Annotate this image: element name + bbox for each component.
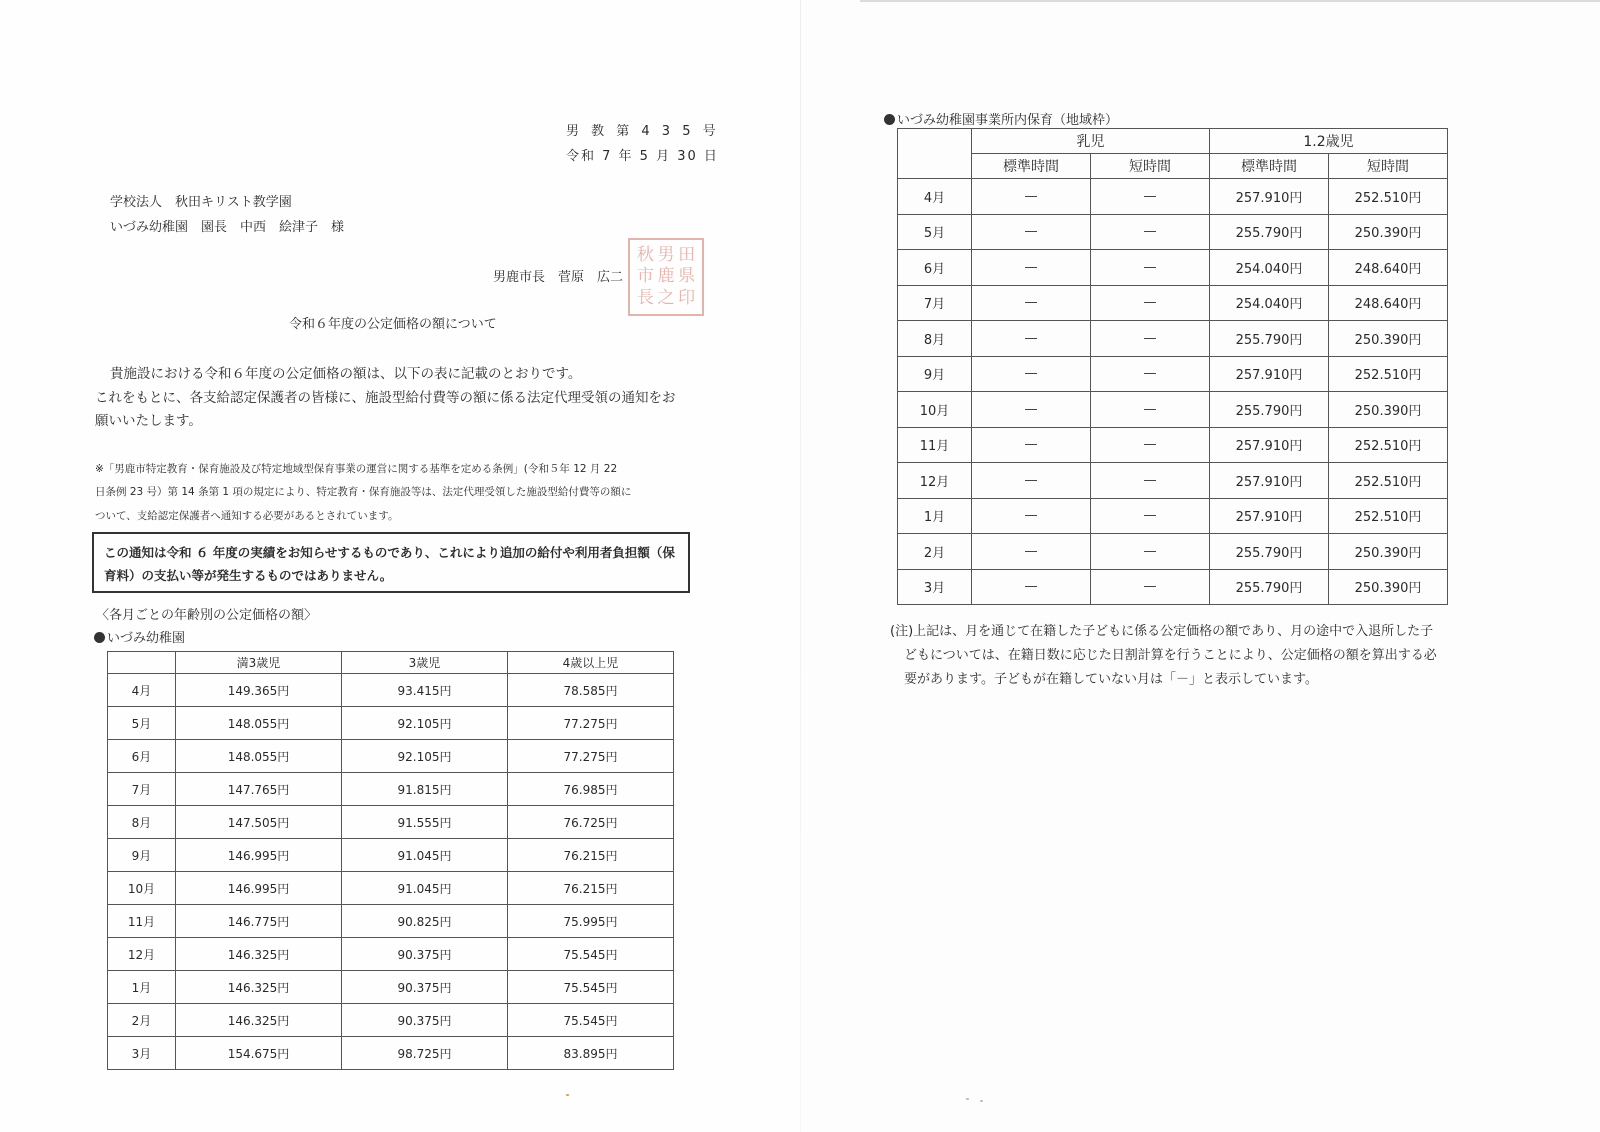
- seal-char: 市: [636, 266, 654, 287]
- price-cell: 90.375円: [342, 938, 508, 971]
- dash-mark: [1144, 586, 1156, 587]
- month-cell: 10月: [898, 392, 972, 428]
- dash-mark: [1025, 409, 1037, 410]
- month-cell: 12月: [108, 938, 176, 971]
- dash-mark: [1025, 480, 1037, 481]
- month-cell: 1月: [108, 971, 176, 1004]
- month-cell: 6月: [108, 740, 176, 773]
- nursery-table-title: [884, 109, 1118, 128]
- seal-char: 印: [678, 287, 696, 308]
- price-cell: 76.215円: [508, 839, 674, 872]
- price-cell: 76.215円: [508, 872, 674, 905]
- table-row: [108, 839, 674, 872]
- table-row: [898, 321, 1448, 357]
- month-cell: 9月: [108, 839, 176, 872]
- dash-mark: [1025, 515, 1037, 516]
- document-number: 男 教 第 4 3 5 号: [566, 124, 720, 139]
- dash-mark: [1025, 586, 1037, 587]
- kindergarten-title-text: いづみ幼稚園: [107, 631, 186, 646]
- price-cell: 75.995円: [508, 905, 674, 938]
- seal-characters: [635, 245, 697, 309]
- empty-dash-cell: [972, 534, 1091, 570]
- document-date: 令和 7 年 5 月 30 日: [566, 149, 719, 164]
- sub-header-cell: 短時間: [1091, 154, 1210, 179]
- nursery-price-table: [897, 128, 1448, 605]
- month-cell: 12月: [898, 463, 972, 499]
- table-row: [898, 356, 1448, 392]
- body-line: 貴施設における令和６年度の公定価格の額は、以下の表に記載のとおりです。: [110, 366, 582, 382]
- table-row: [898, 179, 1448, 215]
- notice-box: この通知は令和 ６ 年度の実績をお知らせするものであり、これにより追加の給付や利用者負担額（保育料）の支払い等が発生するものではありません。: [92, 532, 690, 593]
- month-cell: 9月: [898, 356, 972, 392]
- kindergarten-price-table: [107, 651, 674, 1070]
- month-cell: 8月: [108, 806, 176, 839]
- month-cell: 2月: [108, 1004, 176, 1037]
- dash-mark: [1025, 444, 1037, 445]
- dash-mark: [1025, 302, 1037, 303]
- empty-dash-cell: [972, 463, 1091, 499]
- table-row: [898, 534, 1448, 570]
- dash-mark: [1025, 231, 1037, 232]
- price-cell: 91.045円: [342, 839, 508, 872]
- empty-dash-cell: [972, 179, 1091, 215]
- month-cell: 5月: [108, 707, 176, 740]
- dash-mark: [1144, 409, 1156, 410]
- price-cell: 255.790円: [1210, 321, 1329, 357]
- price-cell: 248.640円: [1329, 250, 1448, 286]
- price-cell: 254.040円: [1210, 285, 1329, 321]
- price-cell: 257.910円: [1210, 356, 1329, 392]
- table-row: [108, 740, 674, 773]
- price-cell: 75.545円: [508, 971, 674, 1004]
- seal-char: 男: [657, 245, 675, 266]
- dash-mark: [1025, 373, 1037, 374]
- month-cell: 8月: [898, 321, 972, 357]
- empty-dash-cell: [1091, 534, 1210, 570]
- table-row: [108, 938, 674, 971]
- price-cell: 90.375円: [342, 971, 508, 1004]
- price-cell: 257.910円: [1210, 427, 1329, 463]
- price-cell: 92.105円: [342, 740, 508, 773]
- price-cell: 83.895円: [508, 1037, 674, 1070]
- body-line: これをもとに、各支給認定保護者の皆様に、施設型給付費等の額に係る法定代理受領の通知をお: [95, 390, 676, 406]
- header-cell: 満3歳児: [176, 652, 342, 674]
- table-row: [898, 569, 1448, 605]
- dash-mark: [1144, 338, 1156, 339]
- empty-dash-cell: [1091, 214, 1210, 250]
- price-cell: 93.415円: [342, 674, 508, 707]
- month-cell: 6月: [898, 250, 972, 286]
- empty-dash-cell: [972, 427, 1091, 463]
- table-row: [108, 872, 674, 905]
- legal-note-line: ※「男鹿市特定教育・保育施設及び特定地域型保育事業の運営に関する基準を定める条例」(令和５年 12 月 22: [95, 463, 618, 475]
- empty-dash-cell: [972, 498, 1091, 534]
- header-cell: 3歳児: [342, 652, 508, 674]
- month-cell: 11月: [108, 905, 176, 938]
- empty-dash-cell: [1091, 285, 1210, 321]
- nursery-title-text: いづみ幼稚園事業所内保育（地域枠）: [897, 113, 1119, 128]
- month-cell: 4月: [108, 674, 176, 707]
- table-row: [108, 1004, 674, 1037]
- table-row: [898, 463, 1448, 499]
- dash-mark: [1144, 551, 1156, 552]
- table-row: [898, 427, 1448, 463]
- dash-mark: [1144, 231, 1156, 232]
- price-cell: 75.545円: [508, 938, 674, 971]
- month-cell: 5月: [898, 214, 972, 250]
- dash-mark: [1144, 515, 1156, 516]
- price-cell: 146.995円: [176, 872, 342, 905]
- recipient-organization: 学校法人 秋田キリスト教学園: [110, 195, 292, 210]
- body-line: 願いいたします。: [95, 413, 202, 429]
- scan-speck: [980, 1100, 983, 1102]
- month-cell: 2月: [898, 534, 972, 570]
- month-cell: 7月: [108, 773, 176, 806]
- empty-dash-cell: [1091, 569, 1210, 605]
- header-cell: 4歳以上児: [508, 652, 674, 674]
- month-cell: 4月: [898, 179, 972, 215]
- month-cell: 3月: [108, 1037, 176, 1070]
- seal-char: 秋: [636, 245, 654, 266]
- empty-dash-cell: [1091, 392, 1210, 428]
- bullet-icon: [94, 632, 105, 643]
- table-group-header-row: [898, 129, 1448, 154]
- header-cell: [108, 652, 176, 674]
- seal-char: 県: [678, 266, 696, 287]
- table-row: [898, 214, 1448, 250]
- table-row: [108, 674, 674, 707]
- empty-dash-cell: [972, 321, 1091, 357]
- price-cell: 255.790円: [1210, 214, 1329, 250]
- price-cell: 91.555円: [342, 806, 508, 839]
- legal-note-line: 日条例 23 号）第 14 条第 1 項の規定により、特定教育・保育施設等は、法定代理受領した施設型給付費等の額に: [95, 486, 632, 498]
- price-cell: 91.045円: [342, 872, 508, 905]
- seal-char: 鹿: [657, 266, 675, 287]
- dash-mark: [1144, 302, 1156, 303]
- price-cell: 250.390円: [1329, 214, 1448, 250]
- sub-header-cell: 標準時間: [972, 154, 1091, 179]
- price-cell: 248.640円: [1329, 285, 1448, 321]
- empty-dash-cell: [1091, 321, 1210, 357]
- recipient-name: いづみ幼稚園 園長 中西 絵津子 様: [110, 220, 345, 235]
- table-row: [108, 1037, 674, 1070]
- table-row: [898, 392, 1448, 428]
- price-cell: 76.985円: [508, 773, 674, 806]
- seal-char: 長: [636, 287, 654, 308]
- empty-dash-cell: [1091, 498, 1210, 534]
- nursery-table-body: [898, 179, 1448, 605]
- price-cell: 257.910円: [1210, 463, 1329, 499]
- price-cell: 76.725円: [508, 806, 674, 839]
- month-cell: 1月: [898, 498, 972, 534]
- group-header-toddler: 1.2歳児: [1210, 129, 1448, 154]
- table-header-row: [108, 652, 674, 674]
- dash-mark: [1144, 267, 1156, 268]
- month-cell: 10月: [108, 872, 176, 905]
- price-cell: 250.390円: [1329, 534, 1448, 570]
- footnote-line: どもについては、在籍日数に応じた日割計算を行うことにより、公定価格の額を算出する必: [904, 648, 1437, 663]
- table-row: [108, 905, 674, 938]
- price-cell: 90.825円: [342, 905, 508, 938]
- price-cell: 146.775円: [176, 905, 342, 938]
- price-cell: 77.275円: [508, 740, 674, 773]
- price-cell: 148.055円: [176, 740, 342, 773]
- empty-dash-cell: [1091, 356, 1210, 392]
- price-cell: 254.040円: [1210, 250, 1329, 286]
- price-cell: 146.325円: [176, 938, 342, 971]
- month-cell: 7月: [898, 285, 972, 321]
- price-cell: 255.790円: [1210, 569, 1329, 605]
- price-cell: 91.815円: [342, 773, 508, 806]
- empty-dash-cell: [972, 250, 1091, 286]
- dash-mark: [1144, 444, 1156, 445]
- price-cell: 147.505円: [176, 806, 342, 839]
- dash-mark: [1025, 551, 1037, 552]
- table-sub-header-row: [898, 154, 1448, 179]
- empty-dash-cell: [1091, 463, 1210, 499]
- header-cell-blank: [898, 129, 972, 179]
- price-cell: 77.275円: [508, 707, 674, 740]
- price-cell: 98.725円: [342, 1037, 508, 1070]
- sender-name: 男鹿市長 菅原 広二: [493, 270, 624, 285]
- dash-mark: [1144, 373, 1156, 374]
- scan-speck: [966, 1098, 969, 1100]
- kindergarten-table-title: [94, 627, 185, 646]
- section-title: 〈各月ごとの年齢別の公定価格の額〉: [96, 608, 318, 623]
- price-cell: 252.510円: [1329, 498, 1448, 534]
- empty-dash-cell: [972, 356, 1091, 392]
- scan-edge: [860, 0, 1600, 2]
- sub-header-cell: 短時間: [1329, 154, 1448, 179]
- table-row: [898, 250, 1448, 286]
- table-row: [108, 773, 674, 806]
- price-cell: 146.325円: [176, 1004, 342, 1037]
- seal-char: 田: [678, 245, 696, 266]
- kindergarten-table-body: [108, 674, 674, 1070]
- price-cell: 252.510円: [1329, 427, 1448, 463]
- seal-char: 之: [657, 287, 675, 308]
- empty-dash-cell: [1091, 179, 1210, 215]
- footnote-line: (注)上記は、月を通じて在籍した子どもに係る公定価格の額であり、月の途中で入退所した子: [890, 624, 1434, 639]
- price-cell: 255.790円: [1210, 392, 1329, 428]
- empty-dash-cell: [972, 392, 1091, 428]
- month-cell: 11月: [898, 427, 972, 463]
- month-cell: 3月: [898, 569, 972, 605]
- official-seal-stamp: [628, 238, 704, 316]
- dash-mark: [1144, 480, 1156, 481]
- dash-mark: [1025, 338, 1037, 339]
- price-cell: 252.510円: [1329, 463, 1448, 499]
- price-cell: 146.995円: [176, 839, 342, 872]
- empty-dash-cell: [1091, 250, 1210, 286]
- table-row: [898, 285, 1448, 321]
- empty-dash-cell: [1091, 427, 1210, 463]
- empty-dash-cell: [972, 214, 1091, 250]
- price-cell: 75.545円: [508, 1004, 674, 1037]
- dash-mark: [1025, 196, 1037, 197]
- price-cell: 257.910円: [1210, 498, 1329, 534]
- table-row: [108, 971, 674, 1004]
- price-cell: 252.510円: [1329, 356, 1448, 392]
- group-header-infant: 乳児: [972, 129, 1210, 154]
- legal-note-line: ついて、支給認定保護者へ通知する必要があるとされています。: [95, 510, 399, 522]
- table-row: [108, 707, 674, 740]
- price-cell: 154.675円: [176, 1037, 342, 1070]
- price-cell: 250.390円: [1329, 321, 1448, 357]
- price-cell: 90.375円: [342, 1004, 508, 1037]
- price-cell: 148.055円: [176, 707, 342, 740]
- empty-dash-cell: [972, 569, 1091, 605]
- price-cell: 78.585円: [508, 674, 674, 707]
- price-cell: 147.765円: [176, 773, 342, 806]
- document-subject: 令和６年度の公定価格の額について: [289, 317, 497, 332]
- sub-header-cell: 標準時間: [1210, 154, 1329, 179]
- dash-mark: [1144, 196, 1156, 197]
- price-cell: 92.105円: [342, 707, 508, 740]
- price-cell: 255.790円: [1210, 534, 1329, 570]
- dash-mark: [1025, 267, 1037, 268]
- price-cell: 146.325円: [176, 971, 342, 1004]
- bullet-icon: [884, 114, 895, 125]
- price-cell: 257.910円: [1210, 179, 1329, 215]
- table-row: [108, 806, 674, 839]
- footnote-line: 要があります。子どもが在籍していない月は「－」と表示しています。: [904, 672, 1318, 687]
- table-row: [898, 498, 1448, 534]
- price-cell: 252.510円: [1329, 179, 1448, 215]
- empty-dash-cell: [972, 285, 1091, 321]
- price-cell: 149.365円: [176, 674, 342, 707]
- price-cell: 250.390円: [1329, 569, 1448, 605]
- scan-speck: [566, 1094, 569, 1096]
- price-cell: 250.390円: [1329, 392, 1448, 428]
